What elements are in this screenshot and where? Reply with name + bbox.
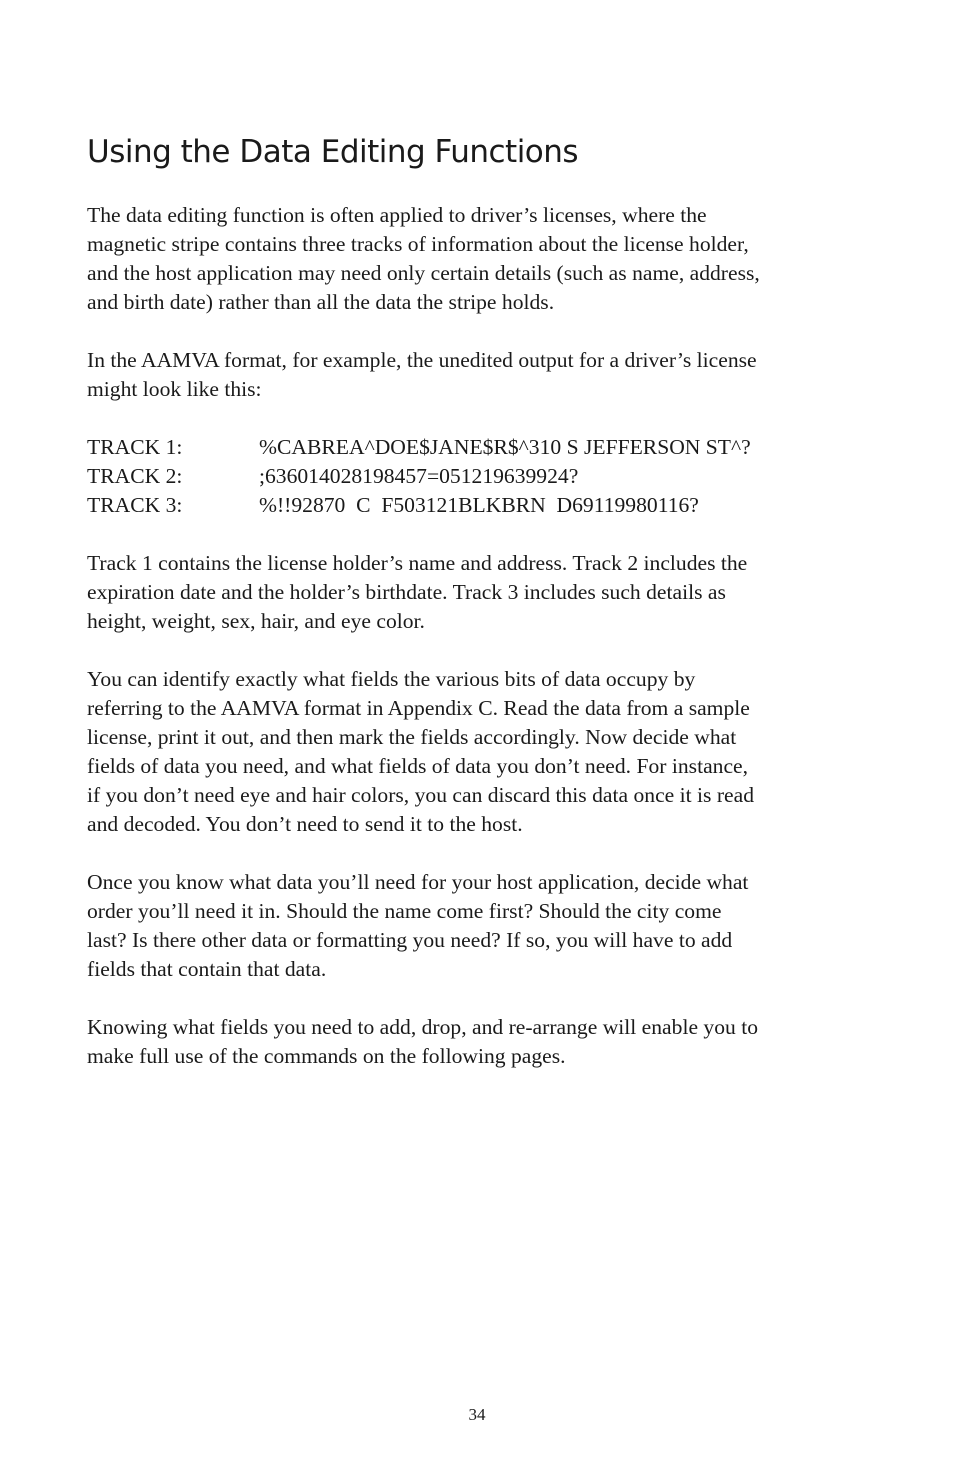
paragraph-line: order you’ll need it in. Should the name come first? Should the city come [87, 899, 722, 923]
paragraph-line: Track 1 contains the license holder’s name and address. Track 2 includes the [87, 551, 748, 575]
paragraph-aamva-example [87, 346, 867, 404]
paragraph-line: Knowing what fields you need to add, drop, and re-arrange will enable you to [87, 1015, 759, 1039]
paragraph-data-order [87, 868, 867, 984]
paragraph-line: last? Is there other data or formatting you need? If so, you will have to add [87, 928, 733, 952]
section-heading: Using the Data Editing Functions [87, 134, 579, 170]
paragraph-line: and decoded. You don’t need to send it to the host. [87, 812, 523, 836]
track-label: TRACK 1: [87, 435, 183, 459]
paragraph-line: might look like this: [87, 377, 262, 401]
page-number: 34 [468, 1405, 486, 1424]
track-row [87, 462, 867, 491]
paragraph-line: fields of data you need, and what fields of data you don’t need. For instance, [87, 754, 749, 778]
track-value: %CABREA^DOE$JANE$R$^310 S JEFFERSON ST^? [259, 435, 751, 459]
track-row [87, 491, 867, 520]
paragraph-line: expiration date and the holder’s birthdate. Track 3 includes such details as [87, 580, 726, 604]
paragraph-line: and the host application may need only certain details (such as name, address, [87, 261, 760, 285]
track-label: TRACK 2: [87, 464, 183, 488]
paragraph-line: magnetic stripe contains three tracks of information about the license holder, [87, 232, 749, 256]
paragraph-line: height, weight, sex, hair, and eye color. [87, 609, 425, 633]
track-label: TRACK 3: [87, 493, 183, 517]
track-value: ;636014028198457=051219639924? [259, 464, 579, 488]
paragraph-line: license, print it out, and then mark the fields accordingly. Now decide what [87, 725, 737, 749]
paragraph-track-contents [87, 549, 867, 636]
paragraph-line: and birth date) rather than all the data the stripe holds. [87, 290, 555, 314]
track-value: %!!92870 C F503121BLKBRN D69119980116? [259, 493, 699, 517]
paragraph-line: You can identify exactly what fields the various bits of data occupy by [87, 667, 696, 691]
paragraph-conclusion [87, 1013, 867, 1071]
track-listing [87, 433, 867, 520]
paragraph-line: if you don’t need eye and hair colors, you can discard this data once it is read [87, 783, 754, 807]
paragraph-intro [87, 201, 867, 317]
track-row [87, 433, 867, 462]
paragraph-line: Once you know what data you’ll need for your host application, decide what [87, 870, 749, 894]
body-content [87, 201, 867, 1100]
paragraph-line: make full use of the commands on the following pages. [87, 1044, 566, 1068]
paragraph-identify-fields [87, 665, 867, 839]
paragraph-line: fields that contain that data. [87, 957, 327, 981]
paragraph-line: The data editing function is often applied to driver’s licenses, where the [87, 203, 707, 227]
paragraph-line: referring to the AAMVA format in Appendix C. Read the data from a sample [87, 696, 750, 720]
paragraph-line: In the AAMVA format, for example, the unedited output for a driver’s license [87, 348, 757, 372]
